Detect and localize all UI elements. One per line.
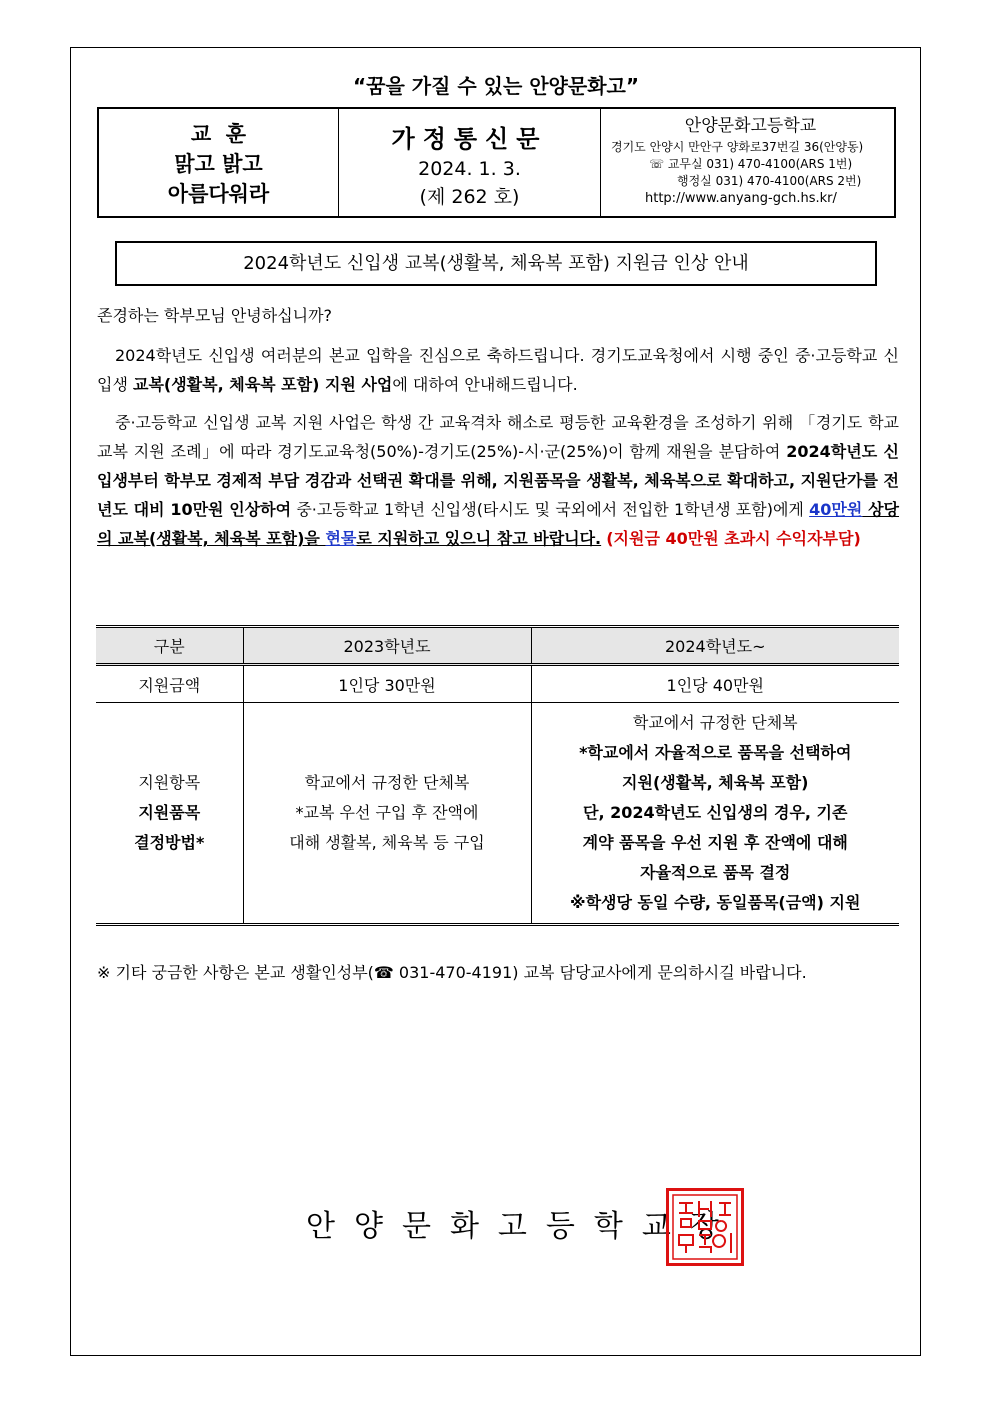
items-2024-4: 단, 2024학년도 신입생의 경우, 기존 [583,803,848,822]
cell-amount-2024: 1인당 40만원 [531,665,899,703]
paragraph-detail [97,408,899,553]
school-contact-cell [601,109,894,216]
table-header-row [96,627,899,665]
greeting: 존경하는 학부모님 안녕하십니까? [97,306,333,325]
doc-type: 가정통신문 [391,125,548,153]
school-motto: “꿈을 가질 수 있는 안양문화고” [353,74,639,98]
motto-line1: 맑고 밝고 [174,152,263,176]
intro-tail: 에 대하여 안내해드립니다. [392,375,578,394]
excess-note: (지원금 40만원 초과시 수익자부담) [606,529,861,548]
items-2024-7: ※학생당 동일 수량, 동일품목(금액) 지원 [570,893,861,912]
in-kind-highlight: 현물 [325,529,357,548]
notice-title: 2024학년도 신입생 교복(생활복, 체육복 포함) 지원금 인상 안내 [115,241,877,286]
items-label-2: 지원품목 [138,803,201,822]
signature: 안양문화고등학교장 [306,1209,738,1244]
paragraph-intro [97,341,899,399]
amount-highlight: 40만원 [809,500,863,519]
intro-bold: 교복(생활복, 체육복 포함) 지원 사업 [133,375,393,394]
phone-office: ☏ 교무실 031) 470-4100(ARS 1번) [649,157,853,171]
school-name: 안양문화고등학교 [684,116,817,136]
letterhead [97,107,896,218]
cell-amount-label: 지원금액 [96,665,243,703]
items-2024-3: 지원(생활복, 체육복 포함) [622,773,809,792]
detail-bold-2: 상당의 교복(생활복, 체육복 포함)을 [97,500,899,548]
cell-items-label [96,703,243,925]
contact-note: ※ 기타 궁금한 사항은 본교 생활인성부(☎ 031-470-4191) 교복 담당교사에게 문의하시길 바랍니다. [97,963,807,982]
table-row [96,665,899,703]
table-row [96,703,899,925]
items-label-3: 결정방법* [134,833,205,852]
intro-text: 2024학년도 신입생 여러분의 본교 입학을 진심으로 축하드립니다. 경기도교육청에서 시행 중인 중·고등학교 신입생 [97,346,899,394]
items-label-1: 지원항목 [138,773,201,792]
motto-label: 교 훈 [190,122,247,146]
cell-amount-2023: 1인당 30만원 [243,665,531,703]
items-2023-1: 학교에서 규정한 단체복 [304,773,470,792]
doc-info-cell [339,109,601,216]
doc-issue: (제 262 호) [419,186,520,208]
cell-items-2024 [531,703,899,925]
official-seal [666,1188,744,1266]
detail-bold: 2024학년도 신입생부터 학부모 경제적 부담 경감과 선택권 확대를 위해, 지원품목을 생활복, 체육복으로 확대하고, 지원단가를 전년도 대비 10만원 인상하여 [97,442,899,519]
school-address: 경기도 안양시 만안구 양화로37번길 36(안양동) [611,140,864,154]
items-2024-1: 학교에서 규정한 단체복 [632,713,798,732]
header-category: 구분 [96,627,243,665]
school-motto-cell [99,109,339,216]
header-2023: 2023학년도 [243,627,531,665]
motto-line2: 아름다워라 [167,182,270,206]
items-2024-6: 자율적으로 품목 결정 [640,863,791,882]
items-2023-3: 대해 생활복, 체육복 등 구입 [289,833,485,852]
cell-items-2023 [243,703,531,925]
items-2023-2: *교복 우선 구입 후 잔액에 [295,803,479,822]
header-2024: 2024학년도~ [531,627,899,665]
school-website[interactable]: http://www.anyang-gch.hs.kr/ [645,191,837,206]
doc-date: 2024. 1. 3. [418,158,521,180]
items-2024-2: *학교에서 자율적으로 품목을 선택하여 [579,743,852,762]
phone-admin: 행정실 031) 470-4100(ARS 2번) [677,174,862,188]
seal-icon [669,1191,741,1263]
detail-text: 중·고등학교 신입생 교복 지원 사업은 학생 간 교육격차 해소로 평등한 교육환경을 조성하기 위해 「경기도 학교 교복 지원 조례」에 따라 경기도교육청(50%)-경기도(25%)-시·군(25%)이 함께 재원을 분담하여 [97,413,899,461]
detail-bold-3: 로 지원하고 있으니 참고 바랍니다. [356,529,602,548]
detail-text-2: 중·고등학교 1학년 신입생(타시도 및 국외에서 전입한 1학년생 포함)에게 [291,500,810,519]
comparison-table [96,625,899,926]
items-2024-5: 계약 품목을 우선 지원 후 잔액에 대해 [582,833,848,852]
